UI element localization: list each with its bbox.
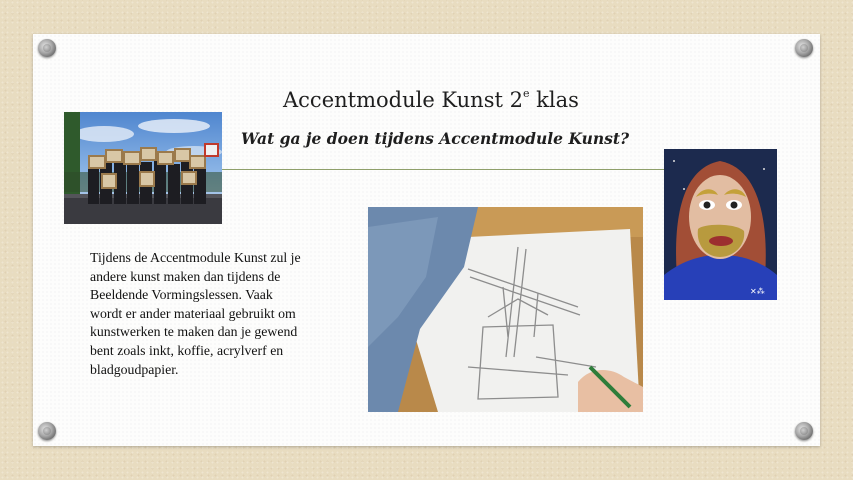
group-photo	[64, 112, 222, 224]
pushpin-icon	[38, 39, 56, 57]
pushpin-icon	[38, 422, 56, 440]
body-line: Beeldende Vormingslessen. Vaak	[90, 287, 273, 303]
svg-text:✕⁂: ✕⁂	[750, 287, 765, 296]
pushpin-icon	[795, 39, 813, 57]
body-line: kunstwerken te maken dan je gewend	[90, 324, 298, 340]
portrait-painting	[664, 149, 777, 300]
body-paragraph	[90, 249, 355, 379]
body-line: andere kunst maken dan tijdens de	[90, 268, 281, 284]
body-line: wordt er ander materiaal gebruikt om	[90, 305, 296, 321]
slide-title: Accentmodule Kunst 2e klas	[283, 87, 579, 112]
body-line: Tijdens de Accentmodule Kunst zul je	[90, 250, 301, 265]
slide-subtitle: Wat ga je doen tijdens Accentmodule Kunst?	[241, 129, 630, 148]
drawing-photo	[368, 207, 643, 412]
title-divider	[222, 169, 664, 170]
body-line: bladgoudpapier.	[90, 361, 179, 377]
pushpin-icon	[795, 422, 813, 440]
body-line: bent zoals inkt, koffie, acrylverf en	[90, 342, 284, 358]
